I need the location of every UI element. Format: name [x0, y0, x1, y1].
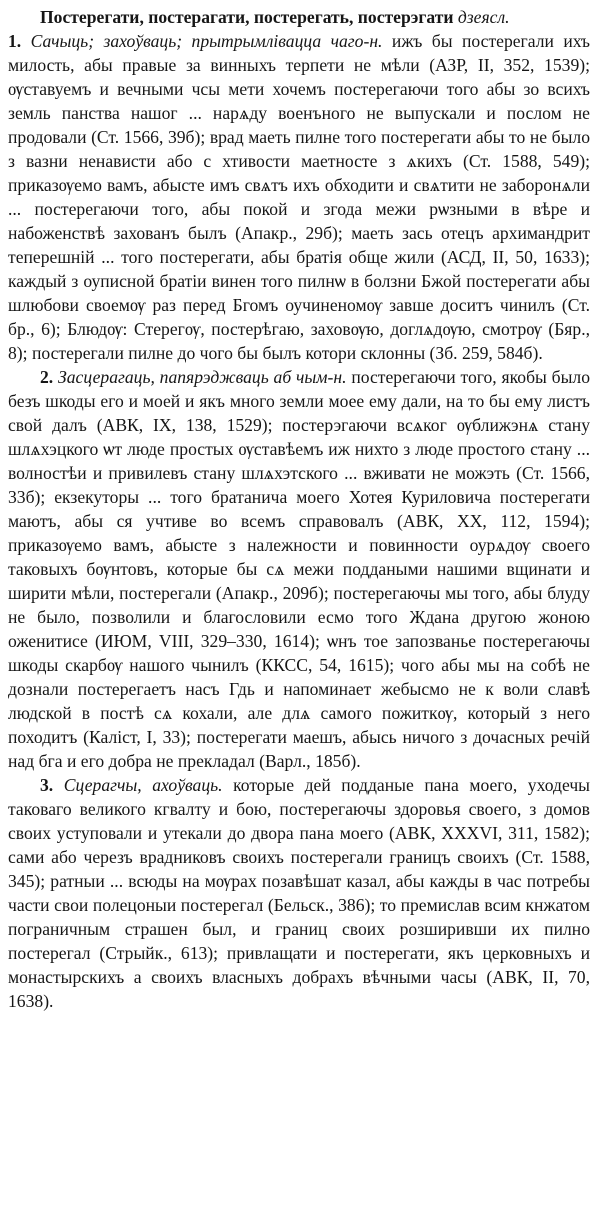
sense-3 — [8, 773, 590, 1013]
sense-number: 1. — [8, 31, 22, 51]
entry-headword-line — [8, 5, 590, 29]
headword: Постерегати, постерагати, постерегать, постерэгати — [40, 7, 454, 27]
sense-definition: Сцерагчы, ахоўваць. — [63, 775, 223, 795]
part-of-speech: дзеясл. — [457, 7, 510, 27]
sense-2 — [8, 365, 590, 773]
sense-definition: Засцерагаць, папярэджваць аб чым-н. — [58, 367, 347, 387]
sense-text: ижъ бы постерегали ихъ милость, абы правые за винныхъ терпети не мѣли (АЗР, II, 352, 1539); ѹставуемъ и вечными чсы мети хочемъ постерегаючи того абы зо всихъ земль панства нашог ... нарѧду военъного не выпускали и послом не продовали (Ст. 1566, 39б); врад маеть пилне того постерегати абы то не было з вазни ненависти або с хтивости маетносте з ѧкихъ (Ст. 1588, 549); приказѹемо вамъ, абысте имъ свѧтъ ихъ обходити и свѧтити не заборонѧли ... постерегаючи того, абы покой и згода межи рѡзными в вѣре и набоженствѣ захованъ былъ (Апакр., 29б); маеть зась отецъ архимандрит теперешній ... того постерегати, абы братія обще жили (АСД, II, 50, 1633); каждый з оуписной братіи винен того пилнѡ в болзни Бжой постерегати абы шлюбови своемѹ раз перед Бгомъ оучиненомѹ завше доситъ чинилъ (Ст. бр., 6); Блюдѹ: Стерегѹ, постерѣгаю, заховѹю, доглѧдѹю, смотрѹ (Бяр., 8); постерегали пилне до чого бы былъ котори склонны (Зб. 259, 584б). — [8, 31, 591, 363]
sense-number: 2. — [40, 367, 54, 387]
sense-definition: Сачыць; захоўваць; прытрымлівацца чаго-н. — [30, 31, 383, 51]
sense-text: постерегаючи того, якобы было безъ шкоды его и моей и якъ много земли моее ему дали, на то бы ему листъ свой далъ (АВК, IX, 138, 1529); постерэгаючи всѧког ѹближэнѧ стану шлѧхэцкого ѡт люде простых ѹставѣемъ иж нихто з люде простого стану ... волностѣи и привилевъ стану шлѧхэтского ... вживати не можэть (Ст. 1566, 33б); екзекуторы ... того братанича моего Хотея Куриловича постерегати маютъ, абы ся учтиве во всемъ справовалъ (АВК, XX, 112, 1594); приказѹемо вамъ, абысте з належности и повинности оурѧдѹ своего таковыхъ бѹнтовъ, которые бы сѧ межи поддаными нашими вщинати и ширити мѣли, постерегали (Апакр., 209б); постерегаючы мы того, абы блуду не было, позволили и благословили есмо того Ждана другою жоною оженитисе (ИЮМ, VIII, 329–330, 1614); ѡнъ тое запозванье постерегаючы шкоды скарбѹ нашого чынилъ (ККСС, 54, 1615); чого абы мы на собѣ не дознали постерегаетъ насъ Гдь и напоминает жебысмо не к воли славѣ людской в постѣ сѧ кохали, але длѧ самого пожиткѹ, который з него походитъ (Каліст, I, 33); постерегати маешъ, абысь ничого з дочасных речій над бга и его добра не прекладал (Варл., 185б). — [8, 367, 591, 771]
sense-number: 3. — [40, 775, 54, 795]
sense-text: которые дей подданые пана моего, уходечы таковаго великого кгвалту и бою, постерегаючы здоровья своего, з домов своих уступовали и утекали до двора пана моего (АВК, XXXVI, 311, 1582); сами або черезъ врадниковъ своихъ постерегали границъ своихъ (Ст. 1588, 345); ратныи ... всюды на мѹрах позавѣшат казал, абы кажды в час потребы части свои полецоныи постерегал (Бельск., 386); то премислав всим кнжатом пограничным страшен был, и границ своих розширивши их пилно постерегал (Стрыйк., 613); привлащати и постерегати, якъ церковныхъ и монастырскихъ а своихъ власныхъ добрахъ вѣчными часы (АВК, II, 70, 1638). — [8, 775, 590, 1011]
sense-1-block — [8, 29, 590, 365]
